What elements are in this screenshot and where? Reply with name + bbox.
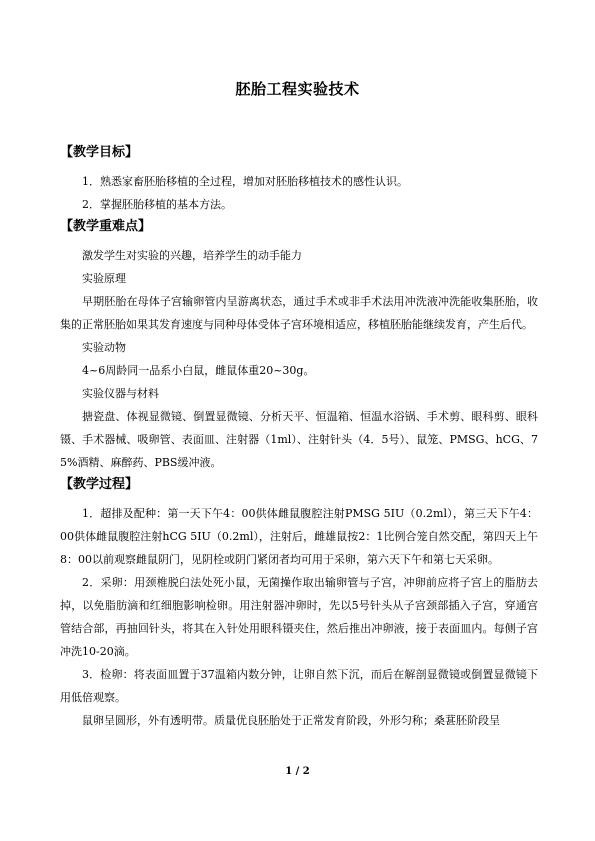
section-heading-process: 【教学过程】 [60, 477, 139, 492]
paragraph: 3．检卵：将表面皿置于37温箱内数分钟，让卵自然下沉，而后在解剖显微镜或倒置显微镜下用低倍观察。 [60, 668, 538, 704]
paragraph: 激发学生对实验的兴趣，培养学生的动手能力 [82, 249, 302, 262]
paragraph: 实验原理 [82, 272, 126, 285]
section-heading-key-points: 【教学重难点】 [60, 219, 152, 234]
section-heading-objectives: 【教学目标】 [60, 145, 139, 160]
document-title: 胚胎工程实验技术 [235, 80, 360, 98]
page-number: 1 / 2 [285, 766, 310, 777]
paragraph: 1．熟悉家畜胚胎移植的全过程，增加对胚胎移植技术的感性认识。 [82, 175, 408, 188]
paragraph: 2．掌握胚胎移植的基本方法。 [82, 198, 232, 211]
paragraph: 4~6周龄同一品系小白鼠，雌鼠体重20~30g。 [82, 364, 315, 377]
paragraph: 鼠卵呈圆形，外有透明带。质量优良胚胎处于正常发育阶段，外形匀称；桑葚胚阶段呈 [82, 714, 500, 727]
paragraph: 实验动物 [82, 341, 126, 354]
paragraph: 2．采卵：用颈椎脱臼法处死小鼠，无菌操作取出输卵管与子宫，冲卵前应将子宫上的脂肪去掉，以免脂肪滴和红细胞影响检卵。用注射器冲卵时，先以5号针头从子宫颈部插入子宫，穿通宫管结合部，再抽回针头，将其在入针处用眼科镊夹住，然后推出冲卵液，接于表面皿内。每侧子宫冲洗10-20滴。 [60, 576, 538, 658]
paragraph: 早期胚胎在母体子宫输卵管内呈游离状态，通过手术或非手术法用冲洗液冲洗能收集胚胎，收集的正常胚胎如果其发育速度与同种母体受体子宫环境相适应，移植胚胎能继续发育，产生后代。 [60, 295, 538, 331]
paragraph: 搪瓷盘、体视显微镜、倒置显微镜、分析天平、恒温箱、恒温水浴锅、手术剪、眼科剪、眼科镊、手术器械、吸卵管、表面皿、注射器（1ml）、注射针头（4．5号）、鼠笼、PMSG、hCG、75%酒精、麻醉药、PBS缓冲液。 [60, 410, 538, 469]
paragraph: 实验仪器与材料 [82, 387, 159, 400]
document-body [60, 142, 538, 732]
paragraph: 1．超排及配种：第一天下午4：00供体雌鼠腹腔注射PMSG 5IU（0.2ml），第三天下午4：00供体雌鼠腹腔注射hCG 5IU（0.2ml），注射后，雌雄鼠按2：1比例合笼自然交配，第四天上午8：00以前观察雌鼠阴门，见阴栓或阴门紧闭者均可用于采卵，第六天下午和第七天采卵。 [60, 507, 538, 566]
